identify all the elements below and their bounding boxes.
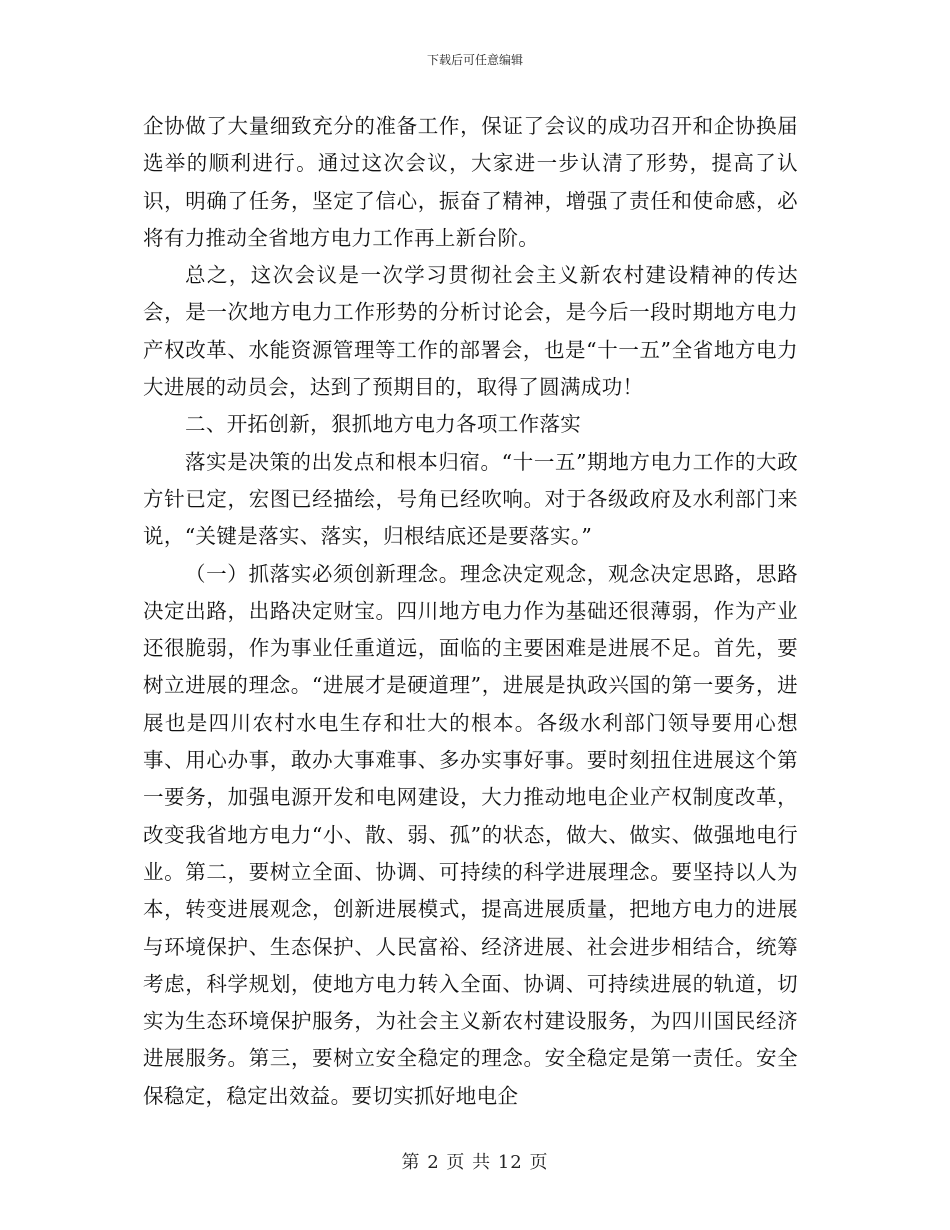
header-note: 下载后可任意编辑 [426,53,523,67]
page-number-footer: 第 2 页 共 12 页 [401,1152,549,1173]
paragraph-innovation: （一）抓落实必须创新理念。理念决定观念，观念决定思路，思路决定出路，出路决定财宝。四川地方电力作为基础还很薄弱，作为产业还很脆弱，作为事业任重道远，面临的主要困难是进展不足。首先，要树立进展的理念。“进展才是硬道理”，进展是执政兴国的第一要务，进展也是四川农村水电生存和壮大的根本。各级水利部门领导要用心想事、用心办事，敢办大事难事、多办实事好事。要时刻扭住进展这个第一要务，加强电源开发和电网建设，大力推动地电企业产权制度改革，改变我省地方电力“小、散、弱、孤”的状态，做大、做实、做强地电行业。第二，要树立全面、协调、可持续的科学进展理念。要坚持以人为本，转变进展观念，创新进展模式，提高进展质量，把地方电力的进展与环境保护、生态保护、人民富裕、经济进展、社会进步相结合，统筹考虑，科学规划，使地方电力转入全面、协调、可持续进展的轨道，切实为生态环境保护服务，为社会主义新农村建设服务，为四川国民经济进展服务。第三，要树立安全稳定的理念。安全稳定是第一责任。安全保稳定，稳定出效益。要切实抓好地电企 [143,561,798,1108]
document-body [143,108,798,1115]
paragraph-continued: 企协做了大量细致充分的准备工作，保证了会议的成功召开和企协换届选举的顺利进行。通过这次会议，大家进一步认清了形势，提高了认识，明确了任务，坚定了信心，振奋了精神，增强了责任和使命感，必将有力推动全省地方电力工作再上新台阶。 [143,114,798,250]
paragraph-summary: 总之，这次会议是一次学习贯彻社会主义新农村建设精神的传达会，是一次地方电力工作形势的分析讨论会，是今后一段时期地方电力产权改革、水能资源管理等工作的部署会，也是“十一五”全省地方电力大进展的动员会，达到了预期目的，取得了圆满成功！ [143,263,798,400]
section-heading: 二、开拓创新，狠抓地方电力各项工作落实 [185,412,582,437]
paragraph-implementation: 落实是决策的出发点和根本归宿。“十一五”期地方电力工作的大政方针已定，宏图已经描绘，号角已经吹响。对于各级政府及水利部门来说，“关键是落实、落实，归根结底还是要落实。” [143,449,798,549]
